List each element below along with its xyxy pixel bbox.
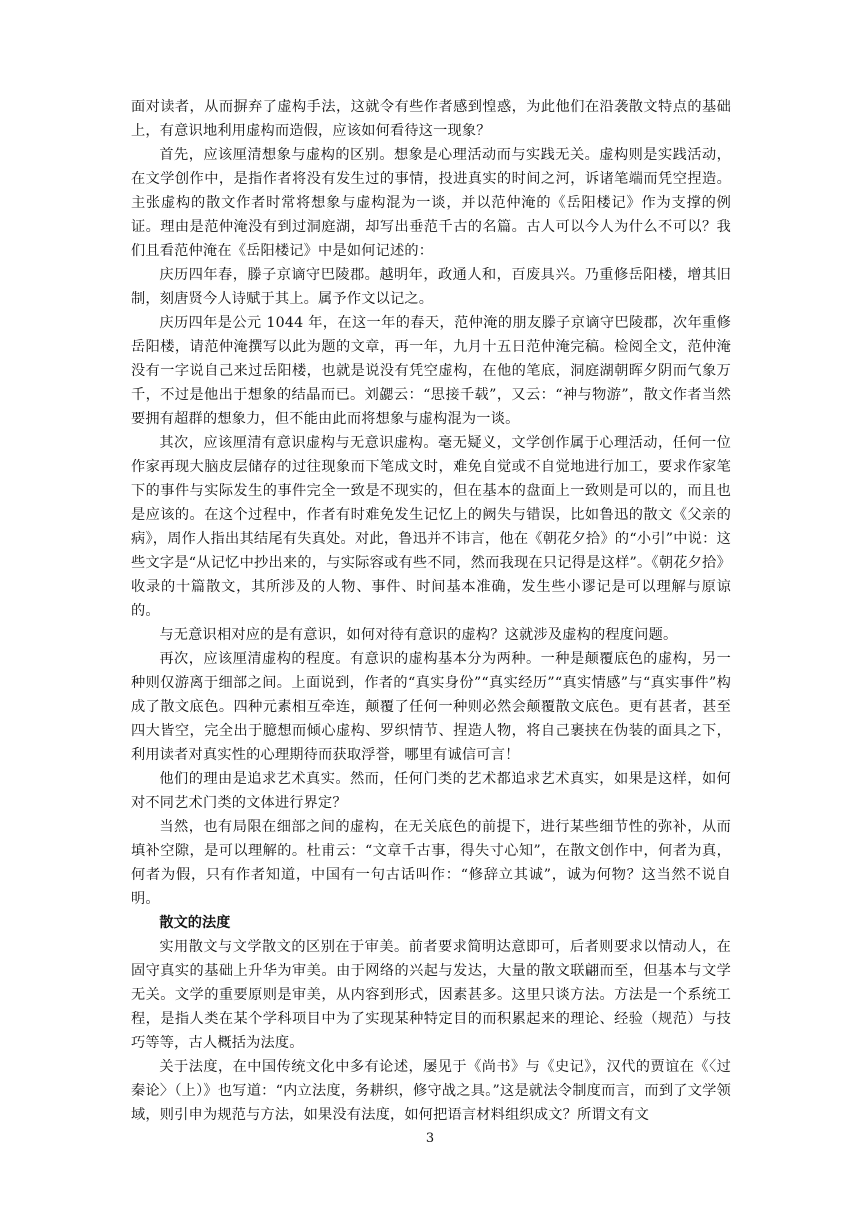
paragraph-7: 再次，应该厘清虚构的程度。有意识的虚构基本分为两种。一种是颠覆底色的虚构，另一种则仅游离于细部之间。上面说到，作者的“真实身份”“真实经历”“真实情感”与“真实事件”构成了散文底色。四种元素相互牵连，颠覆了任何一种则必然会颠覆散文底色。更有甚者，甚至四大皆空，完全出于臆想而倾心虚构、罗织情节、捏造人物，将自己裹挟在伪装的面具之下，利用读者对真实性的心理期待而获取浮誉，哪里有诚信可言！ bbox=[131, 651, 731, 763]
quotation-paragraph: 庆历四年春，滕子京谪守巴陵郡。越明年，政通人和，百废具兴。乃重修岳阳楼，增其旧制，刻唐贤今人诗赋于其上。属予作文以记之。 bbox=[131, 267, 731, 307]
section-heading: 散文的法度 bbox=[159, 915, 231, 931]
section-paragraph-2: 关于法度，在中国传统文化中多有论述，屡见于《尚书》与《史记》，汉代的贾谊在《〈过秦论〉（上）》也写道：“内立法度，务耕织，修守战之具。”这是就法令制度而言，而到了文学领域，则引申为规范与方法，如果没有法度，如何把语言材料组织成文？所谓文有文 bbox=[131, 1059, 731, 1123]
section-paragraph-1: 实用散文与文学散文的区别在于审美。前者要求简明达意即可，后者则要求以情动人，在固守真实的基础上升华为审美。由于网络的兴起与发达，大量的散文联翩而至，但基本与文学无关。文学的重要原则是审美，从内容到形式，因素甚多。这里只谈方法。方法是一个系统工程，是指人类在某个学科项目中为了实现某种特定目的而积累起来的理论、经验（规范）与技巧等等，古人概括为法度。 bbox=[131, 939, 731, 1051]
paragraph-9: 当然，也有局限在细部之间的虚构，在无关底色的前提下，进行某些细节性的弥补，从而填补空隙，是可以理解的。杜甫云：“文章千古事，得失寸心知”，在散文创作中，何者为真，何者为假，只有作者知道，中国有一句古话叫作：“修辞立其诚”，诚为何物？这当然不说自明。 bbox=[131, 819, 731, 907]
paragraph-2: 首先，应该厘清想象与虚构的区别。想象是心理活动而与实践无关。虚构则是实践活动，在文学创作中，是指作者将没有发生过的事情，投进真实的时间之河，诉诸笔端而凭空捏造。主张虚构的散文作者时常将想象与虚构混为一谈，并以范仲淹的《岳阳楼记》作为支撑的例证。理由是范仲淹没有到过洞庭湖，却写出垂范千古的名篇。古人可以今人为什么不可以？我们且看范仲淹在《岳阳楼记》中是如何记述的： bbox=[131, 147, 731, 259]
page-number: 3 bbox=[425, 1131, 435, 1146]
document-body bbox=[131, 95, 731, 1127]
paragraph-4: 庆历四年是公元 1044 年，在这一年的春天，范仲淹的朋友滕子京谪守巴陵郡，次年重修岳阳楼，请范仲淹撰写以此为题的文章，再一年，九月十五日范仲淹完稿。检阅全文，范仲淹没有一字说自己来过岳阳楼，也就是说没有凭空虚构，在他的笔底，洞庭湖朝晖夕阴而气象万千，不过是他出于想象的结晶而已。刘勰云：“思接千载”，又云：“神与物游”，散文作者当然要拥有超群的想象力，但不能由此而将想象与虚构混为一谈。 bbox=[131, 315, 731, 427]
paragraph-5: 其次，应该厘清有意识虚构与无意识虚构。毫无疑义，文学创作属于心理活动，任何一位作家再现大脑皮层储存的过往现象而下笔成文时，难免自觉或不自觉地进行加工，要求作家笔下的事件与实际发生的事件完全一致是不现实的，但在基本的盘面上一致则是可以的，而且也是应该的。在这个过程中，作者有时难免发生记忆上的阙失与错误，比如鲁迅的散文《父亲的病》，周作人指出其结尾有失真处。对此，鲁迅并不讳言，他在《朝花夕拾》的“小引”中说：这些文字是“从记忆中抄出来的，与实际容或有些不同，然而我现在只记得是这样”。《朝花夕拾》收录的十篇散文，其所涉及的人物、事件、时间基本准确，发生些小谬记是可以理解与原谅的。 bbox=[131, 435, 731, 619]
paragraph-6: 与无意识相对应的是有意识，如何对待有意识的虚构？这就涉及虚构的程度问题。 bbox=[159, 627, 678, 643]
paragraph-1: 面对读者，从而摒弃了虚构手法，这就令有些作者感到惶惑，为此他们在沿袭散文特点的基础上，有意识地利用虚构而造假，应该如何看待这一现象？ bbox=[131, 99, 731, 139]
paragraph-8: 他们的理由是追求艺术真实。然而，任何门类的艺术都追求艺术真实，如果是这样，如何对不同艺术门类的文体进行界定？ bbox=[131, 771, 731, 811]
